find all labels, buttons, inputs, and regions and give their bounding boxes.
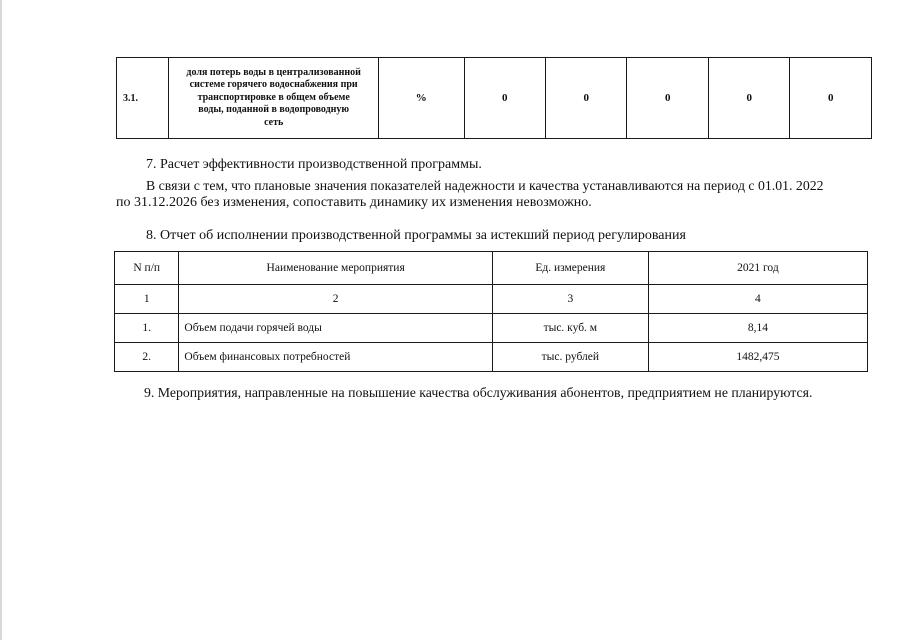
column-header: 2021 год (648, 252, 867, 285)
description-line: транспортировке в общем объеме (197, 91, 350, 103)
description-line: системе горячего водоснабжения при (189, 79, 358, 91)
index-cell: 4 (648, 285, 867, 314)
row-number: 2. (115, 343, 179, 372)
column-header: Ед. измерения (492, 252, 648, 285)
indicator-description (169, 58, 379, 139)
column-header: N п/п (115, 252, 179, 285)
measure-unit: тыс. куб. м (492, 314, 648, 343)
value-cell: 0 (464, 58, 545, 139)
table-index-row (115, 285, 868, 314)
index-cell: 3 (492, 285, 648, 314)
measure-name: Объем подачи горячей воды (179, 314, 492, 343)
value-cell: 0 (627, 58, 708, 139)
report-table (114, 251, 868, 372)
column-header: Наименование мероприятия (179, 252, 492, 285)
description-line: доля потерь воды в централизованной (186, 66, 361, 78)
measure-name: Объем финансовых потребностей (179, 343, 492, 372)
section-7-text-line-2: по 31.12.2026 без изменения, сопоставить динамику их изменения невозможно. (116, 195, 592, 210)
row-number: 3.1. (117, 58, 169, 139)
row-number: 1. (115, 314, 179, 343)
value-cell: 0 (790, 58, 872, 139)
value-cell: 0 (708, 58, 789, 139)
measure-unit: тыс. рублей (492, 343, 648, 372)
description-line: сеть (264, 116, 284, 128)
measure-value: 1482,475 (648, 343, 867, 372)
description-line: воды, поданной в водопроводную (198, 104, 350, 116)
table-row (115, 343, 868, 372)
index-cell: 1 (115, 285, 179, 314)
unit-cell: % (378, 58, 464, 139)
index-cell: 2 (179, 285, 492, 314)
section-7-text-line-1: В связи с тем, что плановые значения показателей надежности и качества устанавливаются на период с 01.01. 2022 (146, 178, 824, 193)
indicators-table (116, 57, 872, 139)
section-7-heading: 7. Расчет эффективности производственной программы. (146, 157, 482, 172)
measure-value: 8,14 (648, 314, 867, 343)
section-9-text: 9. Мероприятия, направленные на повышение качества обслуживания абонентов, предприятием не планируются. (144, 385, 813, 400)
table-row (115, 314, 868, 343)
value-cell: 0 (545, 58, 626, 139)
table-header-row (115, 252, 868, 285)
table-row (117, 58, 872, 139)
page-edge (0, 0, 2, 640)
section-8-heading: 8. Отчет об исполнении производственной программы за истекший период регулирования (146, 228, 686, 243)
